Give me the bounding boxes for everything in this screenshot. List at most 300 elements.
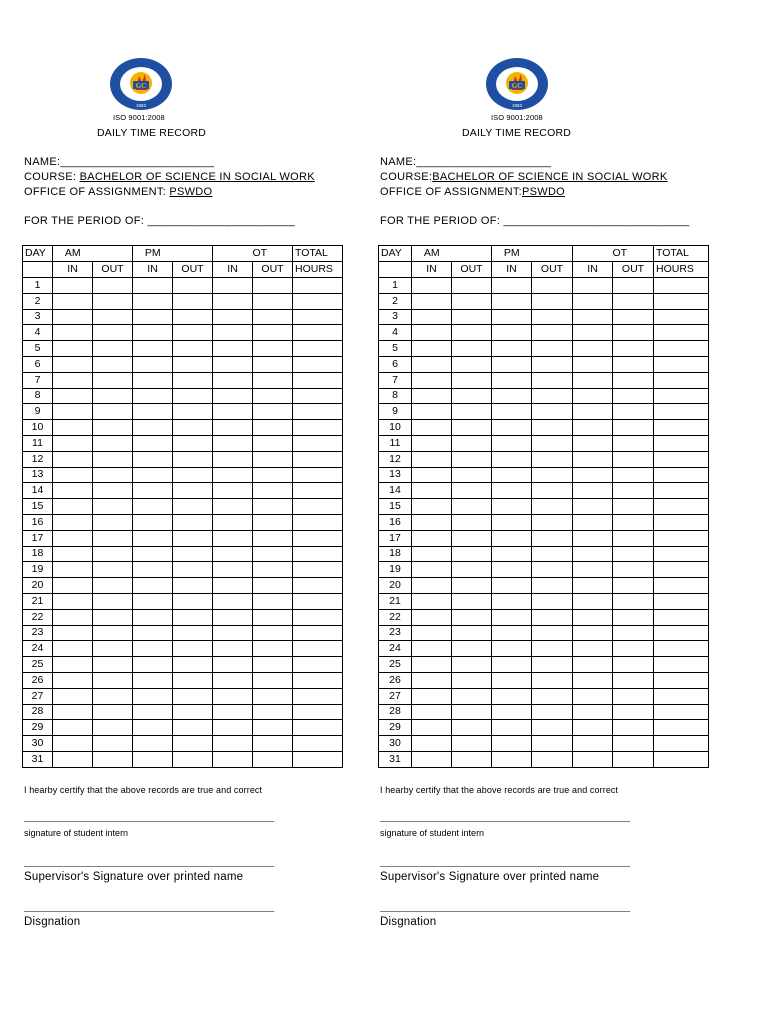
total-hours-cell[interactable] bbox=[654, 325, 709, 341]
total-hours-cell[interactable] bbox=[293, 372, 343, 388]
am-in-cell[interactable] bbox=[53, 388, 93, 404]
am-out-cell[interactable] bbox=[93, 625, 133, 641]
am-out-cell[interactable] bbox=[452, 309, 492, 325]
total-hours-cell[interactable] bbox=[654, 530, 709, 546]
pm-out-cell[interactable] bbox=[173, 625, 213, 641]
ot-in-cell[interactable] bbox=[573, 499, 613, 515]
ot-in-cell[interactable] bbox=[213, 578, 253, 594]
pm-out-cell[interactable] bbox=[532, 356, 573, 372]
ot-in-cell[interactable] bbox=[213, 356, 253, 372]
am-out-cell[interactable] bbox=[93, 293, 133, 309]
pm-in-cell[interactable] bbox=[133, 720, 173, 736]
pm-in-cell[interactable] bbox=[133, 688, 173, 704]
am-in-cell[interactable] bbox=[53, 704, 93, 720]
am-in-cell[interactable] bbox=[412, 514, 452, 530]
ot-out-cell[interactable] bbox=[253, 578, 293, 594]
pm-out-cell[interactable] bbox=[532, 672, 573, 688]
pm-out-cell[interactable] bbox=[173, 593, 213, 609]
ot-out-cell[interactable] bbox=[253, 657, 293, 673]
pm-in-cell[interactable] bbox=[492, 341, 532, 357]
pm-out-cell[interactable] bbox=[173, 751, 213, 767]
ot-out-cell[interactable] bbox=[253, 751, 293, 767]
ot-out-cell[interactable] bbox=[253, 593, 293, 609]
am-out-cell[interactable] bbox=[93, 420, 133, 436]
ot-out-cell[interactable] bbox=[613, 356, 654, 372]
ot-in-cell[interactable] bbox=[213, 546, 253, 562]
pm-out-cell[interactable] bbox=[173, 578, 213, 594]
am-out-cell[interactable] bbox=[93, 641, 133, 657]
am-in-cell[interactable] bbox=[53, 293, 93, 309]
am-in-cell[interactable] bbox=[412, 451, 452, 467]
total-hours-cell[interactable] bbox=[654, 704, 709, 720]
ot-in-cell[interactable] bbox=[213, 736, 253, 752]
ot-out-cell[interactable] bbox=[253, 356, 293, 372]
pm-out-cell[interactable] bbox=[532, 704, 573, 720]
total-hours-cell[interactable] bbox=[654, 546, 709, 562]
am-out-cell[interactable] bbox=[93, 751, 133, 767]
ot-in-cell[interactable] bbox=[573, 593, 613, 609]
pm-in-cell[interactable] bbox=[492, 641, 532, 657]
pm-in-cell[interactable] bbox=[133, 578, 173, 594]
ot-out-cell[interactable] bbox=[253, 609, 293, 625]
pm-out-cell[interactable] bbox=[532, 388, 573, 404]
pm-in-cell[interactable] bbox=[133, 514, 173, 530]
pm-in-cell[interactable] bbox=[492, 657, 532, 673]
ot-in-cell[interactable] bbox=[573, 483, 613, 499]
ot-in-cell[interactable] bbox=[213, 388, 253, 404]
ot-in-cell[interactable] bbox=[573, 625, 613, 641]
am-out-cell[interactable] bbox=[452, 609, 492, 625]
pm-in-cell[interactable] bbox=[492, 609, 532, 625]
am-in-cell[interactable] bbox=[53, 325, 93, 341]
ot-in-cell[interactable] bbox=[573, 609, 613, 625]
am-out-cell[interactable] bbox=[452, 451, 492, 467]
ot-in-cell[interactable] bbox=[213, 593, 253, 609]
ot-out-cell[interactable] bbox=[613, 435, 654, 451]
total-hours-cell[interactable] bbox=[293, 641, 343, 657]
am-out-cell[interactable] bbox=[93, 736, 133, 752]
pm-out-cell[interactable] bbox=[173, 325, 213, 341]
total-hours-cell[interactable] bbox=[293, 688, 343, 704]
ot-out-cell[interactable] bbox=[253, 325, 293, 341]
total-hours-cell[interactable] bbox=[654, 736, 709, 752]
total-hours-cell[interactable] bbox=[654, 356, 709, 372]
pm-out-cell[interactable] bbox=[173, 309, 213, 325]
ot-out-cell[interactable] bbox=[613, 625, 654, 641]
pm-out-cell[interactable] bbox=[173, 388, 213, 404]
am-out-cell[interactable] bbox=[93, 372, 133, 388]
ot-in-cell[interactable] bbox=[213, 688, 253, 704]
total-hours-cell[interactable] bbox=[293, 483, 343, 499]
am-out-cell[interactable] bbox=[93, 388, 133, 404]
pm-out-cell[interactable] bbox=[173, 451, 213, 467]
total-hours-cell[interactable] bbox=[293, 593, 343, 609]
pm-out-cell[interactable] bbox=[532, 546, 573, 562]
total-hours-cell[interactable] bbox=[654, 341, 709, 357]
total-hours-cell[interactable] bbox=[293, 672, 343, 688]
am-in-cell[interactable] bbox=[53, 483, 93, 499]
pm-out-cell[interactable] bbox=[532, 530, 573, 546]
am-in-cell[interactable] bbox=[412, 530, 452, 546]
ot-out-cell[interactable] bbox=[613, 736, 654, 752]
am-out-cell[interactable] bbox=[93, 483, 133, 499]
am-out-cell[interactable] bbox=[452, 404, 492, 420]
pm-out-cell[interactable] bbox=[532, 467, 573, 483]
ot-out-cell[interactable] bbox=[253, 514, 293, 530]
am-in-cell[interactable] bbox=[412, 736, 452, 752]
am-in-cell[interactable] bbox=[53, 404, 93, 420]
pm-in-cell[interactable] bbox=[133, 562, 173, 578]
am-in-cell[interactable] bbox=[412, 704, 452, 720]
pm-out-cell[interactable] bbox=[532, 293, 573, 309]
am-out-cell[interactable] bbox=[93, 688, 133, 704]
ot-out-cell[interactable] bbox=[253, 420, 293, 436]
am-in-cell[interactable] bbox=[53, 356, 93, 372]
ot-in-cell[interactable] bbox=[573, 751, 613, 767]
ot-out-cell[interactable] bbox=[613, 751, 654, 767]
pm-out-cell[interactable] bbox=[532, 372, 573, 388]
am-out-cell[interactable] bbox=[93, 356, 133, 372]
ot-in-cell[interactable] bbox=[573, 325, 613, 341]
total-hours-cell[interactable] bbox=[654, 672, 709, 688]
pm-out-cell[interactable] bbox=[173, 688, 213, 704]
pm-in-cell[interactable] bbox=[133, 467, 173, 483]
ot-in-cell[interactable] bbox=[573, 278, 613, 294]
pm-out-cell[interactable] bbox=[532, 435, 573, 451]
ot-out-cell[interactable] bbox=[613, 309, 654, 325]
total-hours-cell[interactable] bbox=[654, 562, 709, 578]
pm-in-cell[interactable] bbox=[492, 435, 532, 451]
pm-out-cell[interactable] bbox=[173, 356, 213, 372]
pm-out-cell[interactable] bbox=[532, 578, 573, 594]
am-out-cell[interactable] bbox=[452, 420, 492, 436]
am-in-cell[interactable] bbox=[53, 625, 93, 641]
total-hours-cell[interactable] bbox=[293, 704, 343, 720]
pm-in-cell[interactable] bbox=[492, 672, 532, 688]
total-hours-cell[interactable] bbox=[293, 435, 343, 451]
ot-out-cell[interactable] bbox=[613, 372, 654, 388]
pm-out-cell[interactable] bbox=[532, 309, 573, 325]
am-in-cell[interactable] bbox=[53, 341, 93, 357]
ot-out-cell[interactable] bbox=[253, 467, 293, 483]
pm-out-cell[interactable] bbox=[173, 278, 213, 294]
am-out-cell[interactable] bbox=[452, 278, 492, 294]
ot-in-cell[interactable] bbox=[213, 278, 253, 294]
am-in-cell[interactable] bbox=[53, 372, 93, 388]
am-in-cell[interactable] bbox=[412, 404, 452, 420]
total-hours-cell[interactable] bbox=[293, 546, 343, 562]
total-hours-cell[interactable] bbox=[654, 435, 709, 451]
pm-in-cell[interactable] bbox=[492, 293, 532, 309]
am-out-cell[interactable] bbox=[452, 356, 492, 372]
am-in-cell[interactable] bbox=[412, 578, 452, 594]
pm-in-cell[interactable] bbox=[492, 562, 532, 578]
pm-in-cell[interactable] bbox=[492, 278, 532, 294]
am-out-cell[interactable] bbox=[452, 672, 492, 688]
am-out-cell[interactable] bbox=[452, 704, 492, 720]
ot-out-cell[interactable] bbox=[613, 278, 654, 294]
pm-out-cell[interactable] bbox=[173, 483, 213, 499]
am-out-cell[interactable] bbox=[93, 325, 133, 341]
total-hours-cell[interactable] bbox=[654, 420, 709, 436]
am-out-cell[interactable] bbox=[93, 341, 133, 357]
ot-in-cell[interactable] bbox=[573, 451, 613, 467]
pm-out-cell[interactable] bbox=[173, 672, 213, 688]
am-out-cell[interactable] bbox=[452, 341, 492, 357]
total-hours-cell[interactable] bbox=[654, 309, 709, 325]
pm-out-cell[interactable] bbox=[532, 483, 573, 499]
am-in-cell[interactable] bbox=[412, 562, 452, 578]
ot-out-cell[interactable] bbox=[613, 657, 654, 673]
pm-in-cell[interactable] bbox=[492, 514, 532, 530]
ot-out-cell[interactable] bbox=[253, 736, 293, 752]
pm-in-cell[interactable] bbox=[133, 388, 173, 404]
am-in-cell[interactable] bbox=[412, 593, 452, 609]
am-in-cell[interactable] bbox=[53, 435, 93, 451]
ot-out-cell[interactable] bbox=[613, 562, 654, 578]
total-hours-cell[interactable] bbox=[654, 278, 709, 294]
ot-in-cell[interactable] bbox=[213, 435, 253, 451]
am-in-cell[interactable] bbox=[412, 688, 452, 704]
pm-in-cell[interactable] bbox=[492, 704, 532, 720]
pm-in-cell[interactable] bbox=[492, 372, 532, 388]
pm-out-cell[interactable] bbox=[532, 562, 573, 578]
ot-in-cell[interactable] bbox=[573, 341, 613, 357]
total-hours-cell[interactable] bbox=[293, 736, 343, 752]
total-hours-cell[interactable] bbox=[654, 388, 709, 404]
ot-out-cell[interactable] bbox=[613, 720, 654, 736]
pm-in-cell[interactable] bbox=[133, 435, 173, 451]
pm-in-cell[interactable] bbox=[133, 751, 173, 767]
pm-out-cell[interactable] bbox=[173, 736, 213, 752]
am-in-cell[interactable] bbox=[412, 499, 452, 515]
pm-in-cell[interactable] bbox=[133, 325, 173, 341]
am-out-cell[interactable] bbox=[452, 514, 492, 530]
am-out-cell[interactable] bbox=[452, 688, 492, 704]
am-out-cell[interactable] bbox=[452, 578, 492, 594]
am-in-cell[interactable] bbox=[53, 530, 93, 546]
pm-in-cell[interactable] bbox=[133, 672, 173, 688]
pm-out-cell[interactable] bbox=[173, 641, 213, 657]
total-hours-cell[interactable] bbox=[293, 499, 343, 515]
ot-out-cell[interactable] bbox=[613, 388, 654, 404]
pm-out-cell[interactable] bbox=[532, 641, 573, 657]
ot-in-cell[interactable] bbox=[213, 293, 253, 309]
ot-in-cell[interactable] bbox=[213, 751, 253, 767]
pm-in-cell[interactable] bbox=[492, 325, 532, 341]
am-in-cell[interactable] bbox=[412, 625, 452, 641]
am-in-cell[interactable] bbox=[412, 546, 452, 562]
am-out-cell[interactable] bbox=[452, 388, 492, 404]
ot-in-cell[interactable] bbox=[213, 325, 253, 341]
pm-in-cell[interactable] bbox=[492, 688, 532, 704]
ot-in-cell[interactable] bbox=[573, 356, 613, 372]
ot-out-cell[interactable] bbox=[613, 546, 654, 562]
pm-in-cell[interactable] bbox=[492, 499, 532, 515]
am-out-cell[interactable] bbox=[452, 720, 492, 736]
ot-out-cell[interactable] bbox=[253, 625, 293, 641]
am-out-cell[interactable] bbox=[93, 609, 133, 625]
ot-in-cell[interactable] bbox=[573, 672, 613, 688]
pm-in-cell[interactable] bbox=[133, 420, 173, 436]
am-in-cell[interactable] bbox=[412, 356, 452, 372]
am-in-cell[interactable] bbox=[53, 309, 93, 325]
ot-in-cell[interactable] bbox=[213, 514, 253, 530]
pm-out-cell[interactable] bbox=[173, 467, 213, 483]
ot-in-cell[interactable] bbox=[213, 720, 253, 736]
ot-in-cell[interactable] bbox=[213, 404, 253, 420]
pm-out-cell[interactable] bbox=[173, 435, 213, 451]
total-hours-cell[interactable] bbox=[293, 388, 343, 404]
ot-in-cell[interactable] bbox=[213, 372, 253, 388]
am-in-cell[interactable] bbox=[53, 736, 93, 752]
am-out-cell[interactable] bbox=[93, 530, 133, 546]
total-hours-cell[interactable] bbox=[293, 514, 343, 530]
pm-in-cell[interactable] bbox=[133, 530, 173, 546]
ot-out-cell[interactable] bbox=[613, 451, 654, 467]
ot-in-cell[interactable] bbox=[573, 404, 613, 420]
am-out-cell[interactable] bbox=[452, 293, 492, 309]
pm-out-cell[interactable] bbox=[173, 609, 213, 625]
ot-out-cell[interactable] bbox=[253, 704, 293, 720]
ot-in-cell[interactable] bbox=[573, 420, 613, 436]
am-in-cell[interactable] bbox=[412, 420, 452, 436]
am-in-cell[interactable] bbox=[53, 499, 93, 515]
am-in-cell[interactable] bbox=[412, 435, 452, 451]
pm-in-cell[interactable] bbox=[492, 593, 532, 609]
pm-in-cell[interactable] bbox=[492, 388, 532, 404]
ot-out-cell[interactable] bbox=[613, 483, 654, 499]
pm-in-cell[interactable] bbox=[133, 293, 173, 309]
am-out-cell[interactable] bbox=[452, 562, 492, 578]
ot-in-cell[interactable] bbox=[573, 578, 613, 594]
pm-out-cell[interactable] bbox=[173, 404, 213, 420]
am-out-cell[interactable] bbox=[452, 593, 492, 609]
total-hours-cell[interactable] bbox=[654, 467, 709, 483]
total-hours-cell[interactable] bbox=[654, 593, 709, 609]
pm-out-cell[interactable] bbox=[173, 562, 213, 578]
pm-in-cell[interactable] bbox=[492, 483, 532, 499]
ot-out-cell[interactable] bbox=[253, 451, 293, 467]
total-hours-cell[interactable] bbox=[654, 451, 709, 467]
pm-out-cell[interactable] bbox=[173, 514, 213, 530]
total-hours-cell[interactable] bbox=[654, 641, 709, 657]
am-in-cell[interactable] bbox=[412, 483, 452, 499]
pm-in-cell[interactable] bbox=[133, 341, 173, 357]
pm-in-cell[interactable] bbox=[133, 404, 173, 420]
am-out-cell[interactable] bbox=[93, 578, 133, 594]
ot-out-cell[interactable] bbox=[253, 483, 293, 499]
am-out-cell[interactable] bbox=[452, 435, 492, 451]
am-in-cell[interactable] bbox=[412, 751, 452, 767]
am-in-cell[interactable] bbox=[412, 309, 452, 325]
ot-in-cell[interactable] bbox=[573, 720, 613, 736]
pm-in-cell[interactable] bbox=[492, 578, 532, 594]
am-in-cell[interactable] bbox=[53, 514, 93, 530]
ot-out-cell[interactable] bbox=[613, 530, 654, 546]
am-out-cell[interactable] bbox=[452, 625, 492, 641]
total-hours-cell[interactable] bbox=[293, 578, 343, 594]
pm-out-cell[interactable] bbox=[532, 688, 573, 704]
ot-out-cell[interactable] bbox=[253, 562, 293, 578]
am-in-cell[interactable] bbox=[53, 609, 93, 625]
ot-in-cell[interactable] bbox=[573, 293, 613, 309]
ot-out-cell[interactable] bbox=[253, 278, 293, 294]
total-hours-cell[interactable] bbox=[293, 609, 343, 625]
ot-in-cell[interactable] bbox=[573, 372, 613, 388]
ot-in-cell[interactable] bbox=[213, 483, 253, 499]
am-out-cell[interactable] bbox=[93, 514, 133, 530]
pm-out-cell[interactable] bbox=[173, 546, 213, 562]
ot-out-cell[interactable] bbox=[253, 688, 293, 704]
am-in-cell[interactable] bbox=[53, 578, 93, 594]
am-in-cell[interactable] bbox=[412, 609, 452, 625]
total-hours-cell[interactable] bbox=[654, 372, 709, 388]
pm-out-cell[interactable] bbox=[532, 657, 573, 673]
am-in-cell[interactable] bbox=[53, 720, 93, 736]
pm-in-cell[interactable] bbox=[492, 530, 532, 546]
ot-in-cell[interactable] bbox=[213, 625, 253, 641]
pm-out-cell[interactable] bbox=[173, 704, 213, 720]
ot-in-cell[interactable] bbox=[573, 514, 613, 530]
am-in-cell[interactable] bbox=[53, 672, 93, 688]
pm-in-cell[interactable] bbox=[133, 609, 173, 625]
am-out-cell[interactable] bbox=[93, 720, 133, 736]
pm-in-cell[interactable] bbox=[133, 593, 173, 609]
am-in-cell[interactable] bbox=[412, 467, 452, 483]
am-out-cell[interactable] bbox=[93, 593, 133, 609]
total-hours-cell[interactable] bbox=[293, 720, 343, 736]
total-hours-cell[interactable] bbox=[654, 688, 709, 704]
ot-out-cell[interactable] bbox=[613, 325, 654, 341]
am-out-cell[interactable] bbox=[93, 404, 133, 420]
total-hours-cell[interactable] bbox=[654, 514, 709, 530]
am-in-cell[interactable] bbox=[53, 641, 93, 657]
pm-out-cell[interactable] bbox=[173, 720, 213, 736]
total-hours-cell[interactable] bbox=[293, 562, 343, 578]
am-in-cell[interactable] bbox=[53, 546, 93, 562]
am-in-cell[interactable] bbox=[412, 341, 452, 357]
pm-out-cell[interactable] bbox=[173, 293, 213, 309]
pm-in-cell[interactable] bbox=[133, 278, 173, 294]
pm-in-cell[interactable] bbox=[133, 372, 173, 388]
ot-in-cell[interactable] bbox=[213, 467, 253, 483]
ot-out-cell[interactable] bbox=[253, 435, 293, 451]
total-hours-cell[interactable] bbox=[293, 451, 343, 467]
ot-in-cell[interactable] bbox=[213, 451, 253, 467]
pm-out-cell[interactable] bbox=[532, 609, 573, 625]
total-hours-cell[interactable] bbox=[654, 720, 709, 736]
pm-in-cell[interactable] bbox=[492, 751, 532, 767]
am-out-cell[interactable] bbox=[452, 499, 492, 515]
pm-in-cell[interactable] bbox=[492, 546, 532, 562]
total-hours-cell[interactable] bbox=[293, 356, 343, 372]
am-in-cell[interactable] bbox=[53, 278, 93, 294]
am-in-cell[interactable] bbox=[412, 672, 452, 688]
am-out-cell[interactable] bbox=[93, 546, 133, 562]
ot-out-cell[interactable] bbox=[613, 404, 654, 420]
ot-in-cell[interactable] bbox=[573, 546, 613, 562]
pm-out-cell[interactable] bbox=[532, 499, 573, 515]
total-hours-cell[interactable] bbox=[293, 625, 343, 641]
ot-in-cell[interactable] bbox=[213, 704, 253, 720]
pm-in-cell[interactable] bbox=[133, 483, 173, 499]
total-hours-cell[interactable] bbox=[654, 578, 709, 594]
ot-out-cell[interactable] bbox=[613, 341, 654, 357]
am-in-cell[interactable] bbox=[53, 751, 93, 767]
pm-in-cell[interactable] bbox=[133, 451, 173, 467]
pm-in-cell[interactable] bbox=[133, 309, 173, 325]
